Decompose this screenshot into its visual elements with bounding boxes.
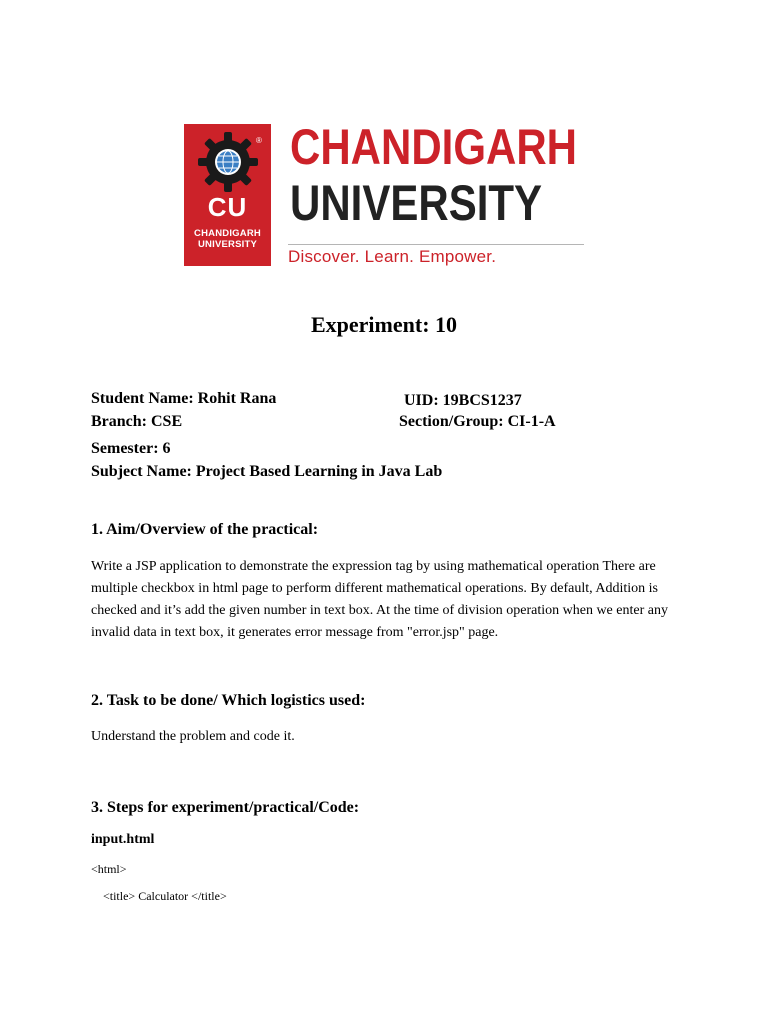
student-name: Student Name: Rohit Rana <box>91 390 277 407</box>
task-paragraph: Understand the problem and code it. <box>91 729 295 744</box>
wordmark-line2: UNIVERSITY <box>290 175 543 231</box>
cu-badge <box>184 124 271 266</box>
section-heading-task: 2. Task to be done/ Which logistics used: <box>91 692 366 709</box>
wordmark-line1: CHANDIGARH <box>290 119 577 175</box>
student-uid: UID: 19BCS1237 <box>404 392 522 409</box>
code-file-name: input.html <box>91 832 155 847</box>
badge-caption-line2: UNIVERSITY <box>197 239 257 250</box>
tagline: Discover. Learn. Empower. <box>288 247 497 266</box>
code-line: <html> <box>91 862 127 876</box>
gear-globe-icon <box>196 130 260 194</box>
registered-mark: ® <box>256 136 262 145</box>
university-logo <box>184 119 584 268</box>
experiment-title: Experiment: 10 <box>310 312 458 337</box>
code-line: <title> Calculator </title> <box>103 889 227 903</box>
wordmark <box>290 120 577 230</box>
wordmark-divider <box>288 244 584 245</box>
section-heading-aim: 1. Aim/Overview of the practical: <box>91 521 319 538</box>
badge-letters: CU <box>207 192 248 222</box>
branch: Branch: CSE <box>91 413 183 430</box>
section-heading-steps: 3. Steps for experiment/practical/Code: <box>91 799 360 816</box>
badge-caption-line1: CHANDIGARH <box>194 228 261 239</box>
aim-paragraph: Write a JSP application to demonstrate the expression tag by using mathematical operation There are multiple checkbox in html page to perform different mathematical operations. By default, Addition is checked and it’s add the given number in text box. At the time of division operation when we enter any invalid data in text box, it generates error message from "error.jsp" page. <box>91 559 668 640</box>
subject-name: Subject Name: Project Based Learning in Java Lab <box>91 463 443 480</box>
section-group: Section/Group: CI-1-A <box>399 413 556 430</box>
badge-caption <box>184 228 271 250</box>
semester: Semester: 6 <box>91 440 171 457</box>
